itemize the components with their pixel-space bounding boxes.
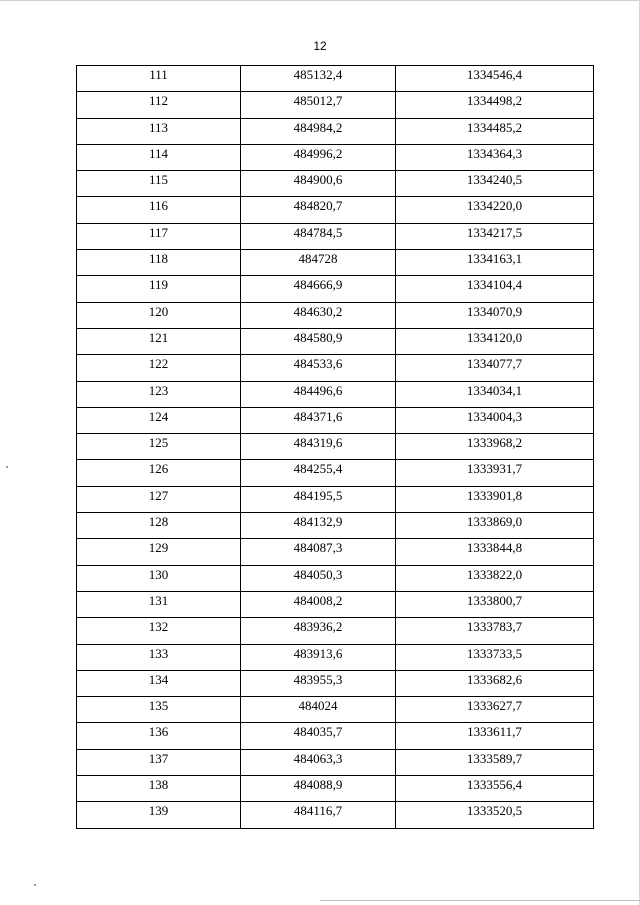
y-coordinate-cell [396, 723, 594, 749]
cell-value: 126 [148, 461, 169, 477]
y-coordinate-cell [396, 355, 594, 381]
table-row [77, 644, 594, 670]
table-row [77, 460, 594, 486]
y-coordinate-cell [396, 618, 594, 644]
point-number-cell [77, 434, 241, 460]
point-number-cell [77, 144, 241, 170]
x-coordinate-cell [241, 749, 396, 775]
y-coordinate-cell [396, 276, 594, 302]
cell-value: 484900,6 [293, 172, 343, 188]
cell-value: 118 [148, 251, 169, 267]
cell-value: 128 [148, 514, 169, 530]
cell-value: 122 [148, 356, 169, 372]
cell-value: 1333968,2 [466, 435, 523, 451]
y-coordinate-cell [396, 197, 594, 223]
cell-value: 1333589,7 [466, 750, 523, 766]
cell-value: 1334070,9 [466, 303, 523, 319]
point-number-cell [77, 460, 241, 486]
y-coordinate-cell [396, 697, 594, 723]
point-number-cell [77, 565, 241, 591]
point-number-cell [77, 618, 241, 644]
cell-value: 1334240,5 [466, 172, 523, 188]
point-number-cell [77, 697, 241, 723]
table-row [77, 407, 594, 433]
table-row [77, 434, 594, 460]
cell-value: 485012,7 [293, 93, 343, 109]
cell-value: 124 [148, 408, 169, 424]
cell-value: 485132,4 [293, 67, 343, 82]
cell-value: 129 [148, 540, 169, 556]
cell-value: 484255,4 [293, 461, 343, 477]
table-row [77, 539, 594, 565]
cell-value: 1333931,7 [466, 461, 523, 477]
cell-value: 484371,6 [293, 408, 343, 424]
cell-value: 132 [148, 619, 169, 635]
x-coordinate-cell [241, 670, 396, 696]
cell-value: 484116,7 [293, 803, 343, 819]
point-number-cell [77, 276, 241, 302]
point-number-cell [77, 197, 241, 223]
cell-value: 130 [148, 566, 169, 582]
y-coordinate-cell [396, 644, 594, 670]
table-row [77, 565, 594, 591]
x-coordinate-cell [241, 276, 396, 302]
point-number-cell [77, 328, 241, 354]
cell-value: 484984,2 [293, 119, 343, 135]
x-coordinate-cell [241, 513, 396, 539]
table-row [77, 381, 594, 407]
y-coordinate-cell [396, 144, 594, 170]
table-row [77, 276, 594, 302]
x-coordinate-cell [241, 328, 396, 354]
cell-value: 115 [148, 172, 169, 188]
x-coordinate-cell [241, 486, 396, 512]
cell-value: 139 [148, 803, 169, 819]
y-coordinate-cell [396, 460, 594, 486]
y-coordinate-cell [396, 407, 594, 433]
cell-value: 1333783,7 [466, 619, 523, 635]
y-coordinate-cell [396, 565, 594, 591]
cell-value: 1334498,2 [466, 93, 523, 109]
x-coordinate-cell [241, 776, 396, 802]
table-row [77, 223, 594, 249]
y-coordinate-cell [396, 539, 594, 565]
table-row [77, 618, 594, 644]
cell-value: 119 [148, 277, 169, 293]
cell-value: 484319,6 [293, 435, 343, 451]
x-coordinate-cell [241, 723, 396, 749]
cell-value: 123 [148, 382, 169, 398]
page-top-edge [0, 0, 640, 1]
scan-speck [34, 884, 36, 886]
cell-value: 1334120,0 [466, 329, 523, 345]
cell-value: 484035,7 [293, 724, 343, 740]
cell-value: 1333733,5 [466, 645, 523, 661]
cell-value: 484630,2 [293, 303, 343, 319]
table-row [77, 697, 594, 723]
x-coordinate-cell [241, 407, 396, 433]
cell-value: 138 [148, 777, 169, 793]
x-coordinate-cell [241, 644, 396, 670]
cell-value: 1334077,7 [466, 356, 523, 372]
point-number-cell [77, 539, 241, 565]
cell-value: 484666,9 [293, 277, 343, 293]
point-number-cell [77, 92, 241, 118]
x-coordinate-cell [241, 144, 396, 170]
cell-value: 1334485,2 [466, 119, 523, 135]
y-coordinate-cell [396, 381, 594, 407]
cell-value: 484087,3 [293, 540, 343, 556]
x-coordinate-cell [241, 171, 396, 197]
table-row [77, 197, 594, 223]
x-coordinate-cell [241, 434, 396, 460]
cell-value: 121 [148, 329, 169, 345]
cell-value: 483913,6 [293, 645, 343, 661]
table-row [77, 66, 594, 92]
cell-value: 484996,2 [293, 145, 343, 161]
cell-value: 1334034,1 [466, 382, 523, 398]
cell-value: 484496,6 [293, 382, 343, 398]
table-row [77, 513, 594, 539]
cell-value: 127 [148, 487, 169, 503]
point-number-cell [77, 381, 241, 407]
y-coordinate-cell [396, 670, 594, 696]
y-coordinate-cell [396, 92, 594, 118]
cell-value: 1333822,0 [466, 566, 523, 582]
cell-value: 1333682,6 [466, 671, 523, 687]
table-row [77, 670, 594, 696]
y-coordinate-cell [396, 328, 594, 354]
table-row [77, 355, 594, 381]
point-number-cell [77, 749, 241, 775]
x-coordinate-cell [241, 460, 396, 486]
x-coordinate-cell [241, 381, 396, 407]
y-coordinate-cell [396, 223, 594, 249]
table-row [77, 802, 594, 828]
x-coordinate-cell [241, 697, 396, 723]
cell-value: 1333520,5 [466, 803, 523, 819]
cell-value: 1334004,3 [466, 408, 523, 424]
point-number-cell [77, 355, 241, 381]
cell-value: 134 [148, 671, 169, 687]
x-coordinate-cell [241, 197, 396, 223]
y-coordinate-cell [396, 434, 594, 460]
cell-value: 112 [148, 93, 169, 109]
y-coordinate-cell [396, 171, 594, 197]
cell-value: 484063,3 [293, 750, 343, 766]
cell-value: 484533,6 [293, 356, 343, 372]
cell-value: 117 [148, 224, 169, 240]
point-number-cell [77, 723, 241, 749]
cell-value: 1334163,1 [466, 251, 523, 267]
point-number-cell [77, 223, 241, 249]
y-coordinate-cell [396, 302, 594, 328]
y-coordinate-cell [396, 118, 594, 144]
cell-value: 1333869,0 [466, 514, 523, 530]
table-row [77, 776, 594, 802]
cell-value: 1333800,7 [466, 592, 523, 608]
table-row [77, 302, 594, 328]
table-row [77, 92, 594, 118]
point-number-cell [77, 802, 241, 828]
cell-value: 484728 [298, 251, 338, 267]
cell-value: 131 [148, 592, 169, 608]
cell-value: 125 [148, 435, 169, 451]
y-coordinate-cell [396, 749, 594, 775]
cell-value: 1333844,8 [466, 540, 523, 556]
page-number: 12 [313, 39, 327, 53]
table-row [77, 144, 594, 170]
y-coordinate-cell [396, 513, 594, 539]
cell-value: 136 [148, 724, 169, 740]
point-number-cell [77, 644, 241, 670]
cell-value: 1334217,5 [466, 224, 523, 240]
cell-value: 484784,5 [293, 224, 343, 240]
point-number-cell [77, 776, 241, 802]
point-number-cell [77, 591, 241, 617]
cell-value: 116 [148, 198, 169, 214]
point-number-cell [77, 118, 241, 144]
table-row [77, 250, 594, 276]
x-coordinate-cell [241, 92, 396, 118]
x-coordinate-cell [241, 591, 396, 617]
cell-value: 1334104,4 [466, 277, 523, 293]
cell-value: 483955,3 [293, 671, 343, 687]
table-row [77, 118, 594, 144]
cell-value: 484088,9 [293, 777, 343, 793]
cell-value: 1333556,4 [466, 777, 523, 793]
cell-value: 113 [148, 119, 169, 135]
bottom-scan-line [320, 900, 640, 901]
cell-value: 484024 [298, 698, 338, 714]
cell-value: 484050,3 [293, 566, 343, 582]
cell-value: 484580,9 [293, 329, 343, 345]
coordinates-table-body [77, 66, 594, 829]
table-row [77, 171, 594, 197]
x-coordinate-cell [241, 355, 396, 381]
cell-value: 483936,2 [293, 619, 343, 635]
y-coordinate-cell [396, 250, 594, 276]
x-coordinate-cell [241, 618, 396, 644]
cell-value: 114 [148, 145, 169, 161]
cell-value: 111 [149, 67, 168, 82]
table-row [77, 328, 594, 354]
point-number-cell [77, 407, 241, 433]
cell-value: 1334546,4 [466, 67, 523, 82]
point-number-cell [77, 486, 241, 512]
point-number-cell [77, 513, 241, 539]
x-coordinate-cell [241, 250, 396, 276]
table-row [77, 591, 594, 617]
cell-value: 133 [148, 645, 169, 661]
y-coordinate-cell [396, 66, 594, 92]
cell-value: 484132,9 [293, 514, 343, 530]
cell-value: 1333611,7 [467, 724, 522, 740]
cell-value: 1333901,8 [466, 487, 523, 503]
point-number-cell [77, 66, 241, 92]
point-number-cell [77, 302, 241, 328]
cell-value: 1334220,0 [466, 198, 523, 214]
cell-value: 135 [148, 698, 169, 714]
table-row [77, 723, 594, 749]
cell-value: 1333627,7 [466, 698, 523, 714]
scan-speck [6, 466, 8, 468]
point-number-cell [77, 670, 241, 696]
x-coordinate-cell [241, 223, 396, 249]
point-number-cell [77, 171, 241, 197]
cell-value: 1334364,3 [466, 145, 523, 161]
cell-value: 137 [148, 750, 169, 766]
y-coordinate-cell [396, 802, 594, 828]
x-coordinate-cell [241, 66, 396, 92]
cell-value: 484195,5 [293, 487, 343, 503]
x-coordinate-cell [241, 302, 396, 328]
point-number-cell [77, 250, 241, 276]
cell-value: 484008,2 [293, 592, 343, 608]
table-row [77, 749, 594, 775]
y-coordinate-cell [396, 486, 594, 512]
coordinates-table [76, 65, 594, 829]
x-coordinate-cell [241, 802, 396, 828]
x-coordinate-cell [241, 118, 396, 144]
table-row [77, 486, 594, 512]
cell-value: 120 [148, 303, 169, 319]
y-coordinate-cell [396, 591, 594, 617]
cell-value: 484820,7 [293, 198, 343, 214]
y-coordinate-cell [396, 776, 594, 802]
x-coordinate-cell [241, 539, 396, 565]
x-coordinate-cell [241, 565, 396, 591]
